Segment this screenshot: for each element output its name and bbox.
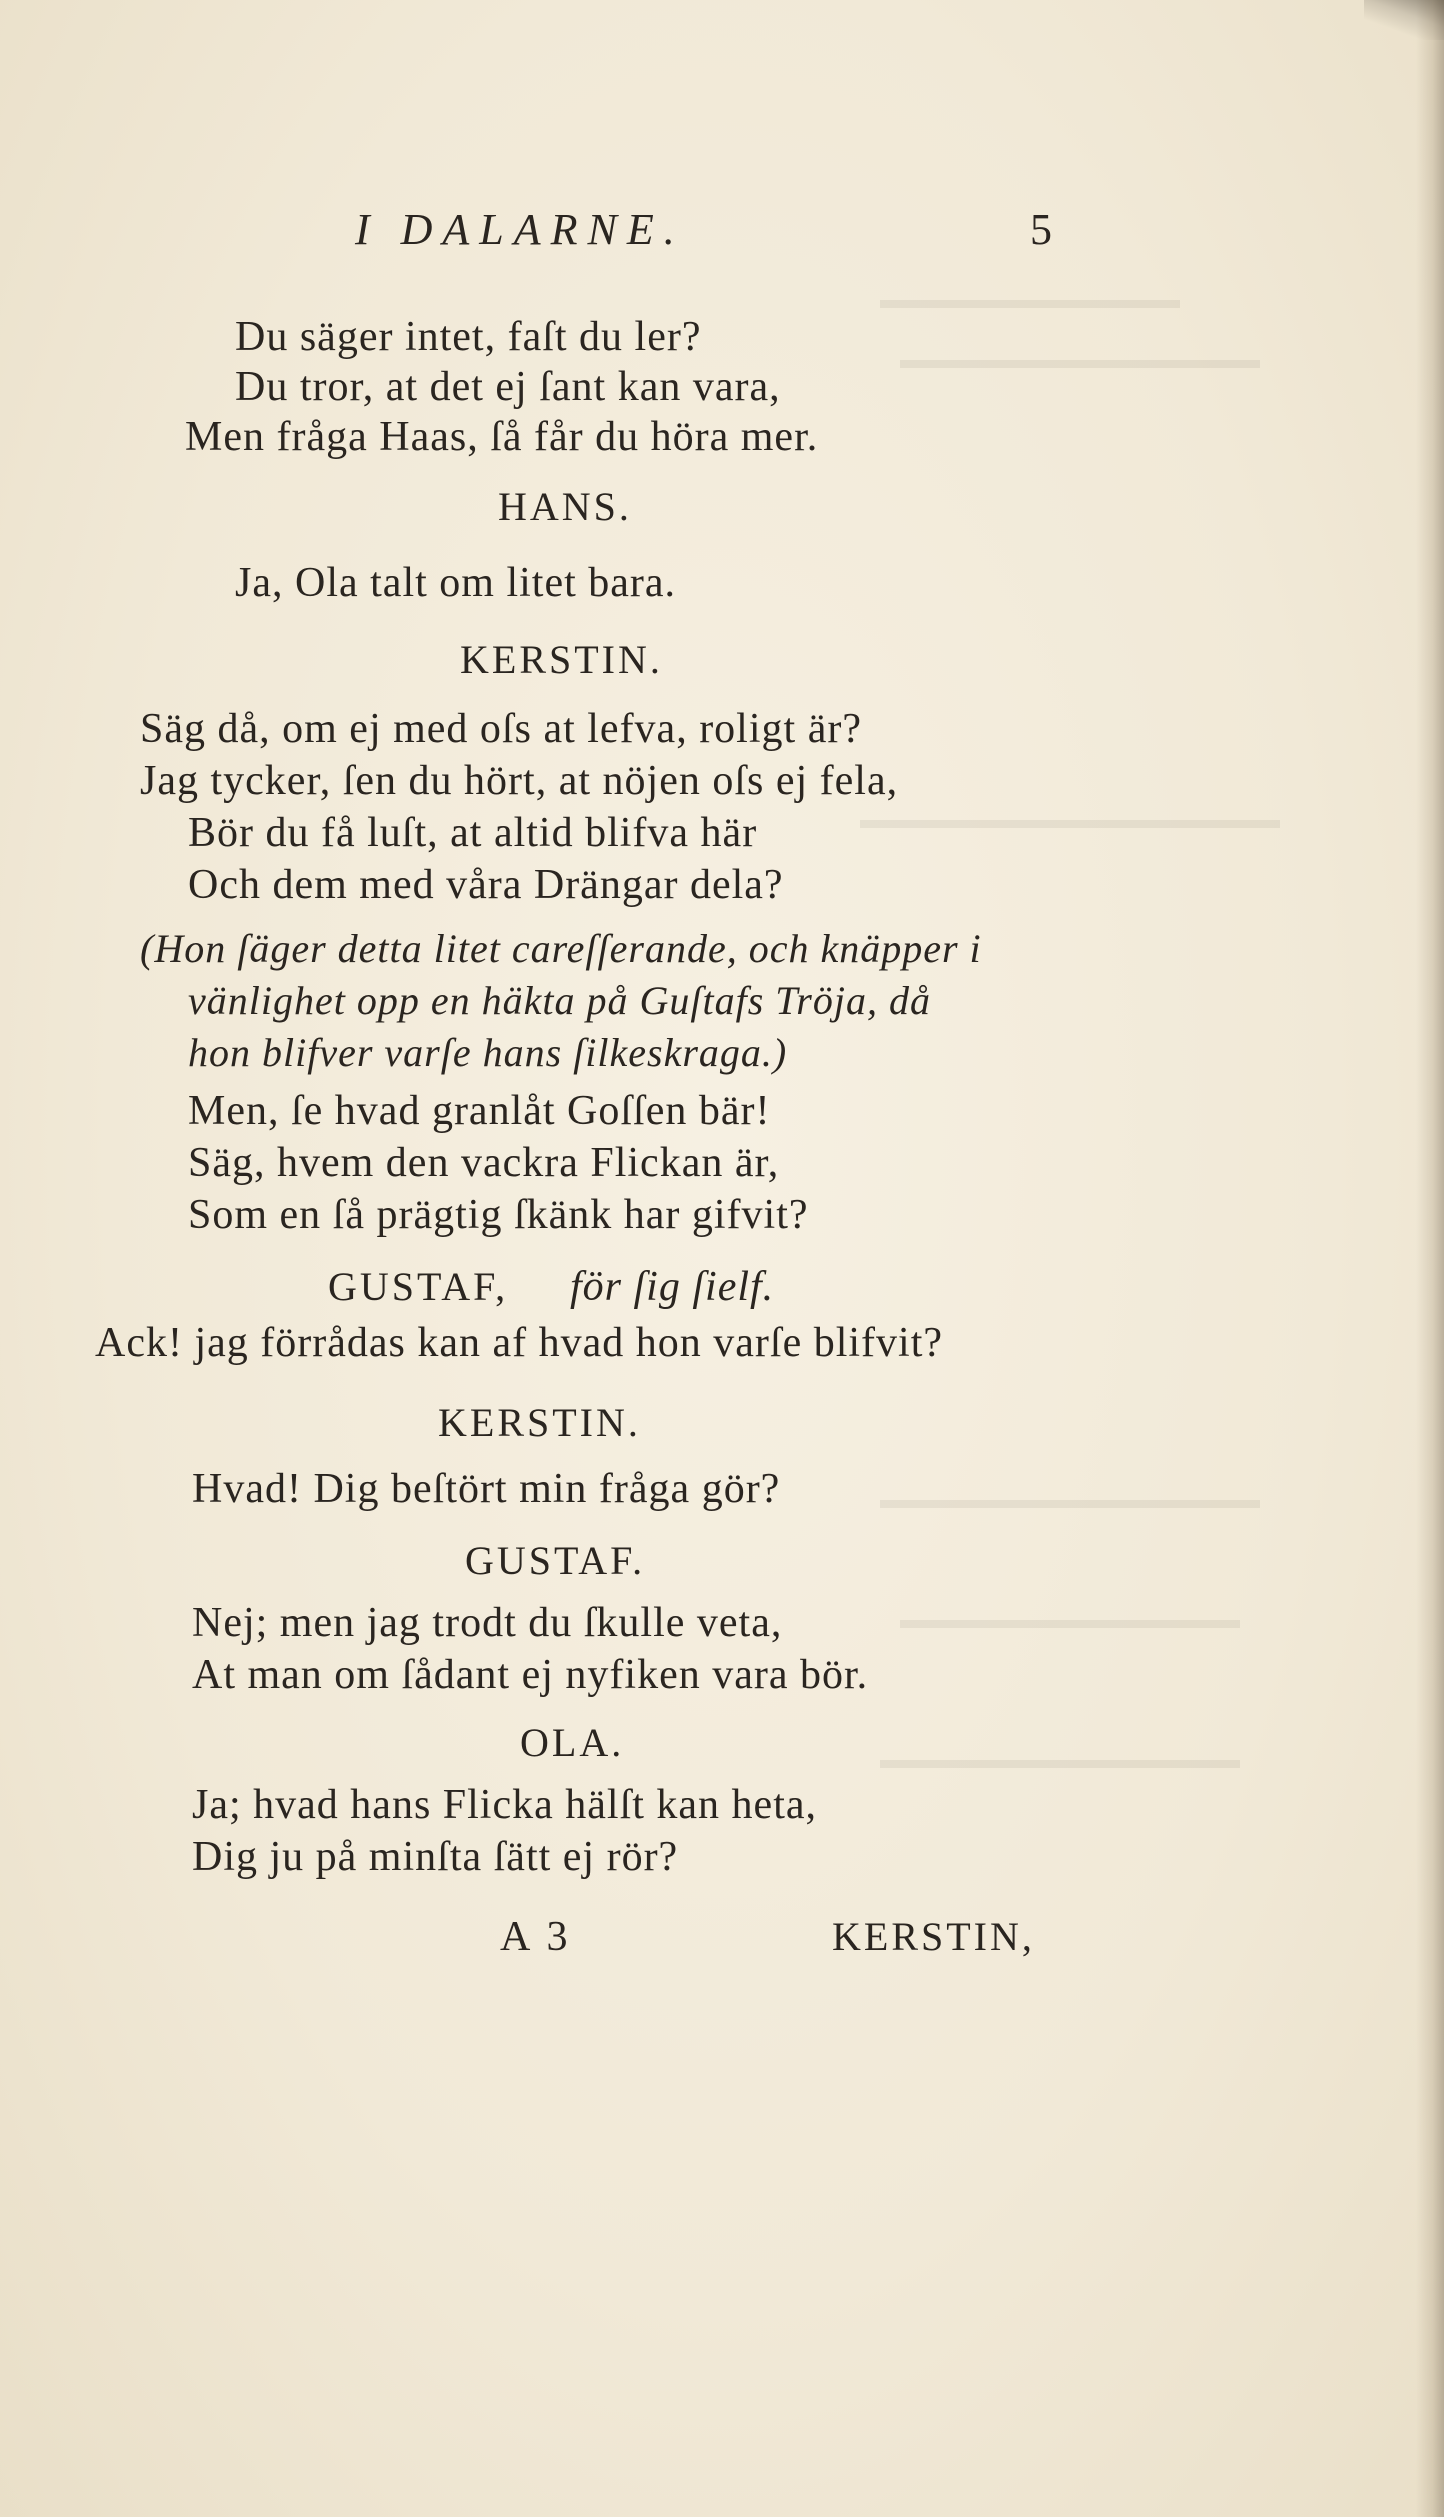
- verse-line: Du tror, at det ej ſant kan vara,: [235, 364, 781, 410]
- verse-line: Säg då, om ej med oſs at lefva, roligt är?: [140, 706, 862, 752]
- signature-mark: A 3: [500, 1914, 572, 1960]
- verse-line: Jag tycker, ſen du hört, at nöjen oſs ej fela,: [140, 758, 899, 804]
- verse-line: At man om ſådant ej nyfiken vara bör.: [192, 1652, 869, 1698]
- speaker-name: KERSTIN.: [460, 637, 663, 682]
- verse-line: Nej; men jag trodt du ſkulle veta,: [192, 1600, 783, 1646]
- verse-line: Hvad! Dig beſtört min fråga gör?: [192, 1466, 781, 1512]
- verse-line: Ja; hvad hans Flicka hälſt kan heta,: [192, 1782, 818, 1828]
- speaker-name: HANS.: [498, 484, 632, 529]
- stage-direction: vänlighet opp en häkta på Guſtafs Tröja, då: [188, 978, 931, 1023]
- speaker-name: GUSTAF.: [465, 1538, 646, 1583]
- verse-line: Ack! jag förrådas kan af hvad hon varſe blifvit?: [95, 1320, 944, 1366]
- catchword: KERSTIN,: [832, 1914, 1035, 1959]
- verse-line: Men, ſe hvad granlåt Goſſen bär!: [188, 1088, 771, 1134]
- verse-line: Och dem med våra Drängar dela?: [188, 862, 784, 908]
- verse-line: Ja, Ola talt om litet bara.: [235, 560, 677, 606]
- speaker-name: KERSTIN.: [438, 1400, 641, 1445]
- stage-direction: (Hon ſäger detta litet careſſerande, och knäpper i: [140, 926, 982, 971]
- verse-line: Bör du få luſt, at altid blifva här: [188, 810, 758, 856]
- verse-line: Du säger intet, faſt du ler?: [235, 314, 702, 360]
- page-number: 5: [1030, 205, 1053, 254]
- speaker-aside: för ſig ſielf.: [570, 1264, 775, 1310]
- page-edge-shadow: [1416, 0, 1444, 2517]
- speaker-name: GUSTAF,: [328, 1264, 509, 1309]
- speaker-name: OLA.: [520, 1720, 625, 1765]
- stage-direction: hon blifver varſe hans ſilkeskraga.): [188, 1030, 788, 1075]
- verse-line: Säg, hvem den vackra Flickan är,: [188, 1140, 780, 1186]
- verse-line: Men fråga Haas, ſå får du höra mer.: [185, 414, 819, 460]
- verse-line: Som en ſå prägtig ſkänk har gifvit?: [188, 1192, 809, 1238]
- running-header: I DALARNE.: [355, 205, 685, 254]
- verse-line: Dig ju på minſta ſätt ej rör?: [192, 1834, 679, 1880]
